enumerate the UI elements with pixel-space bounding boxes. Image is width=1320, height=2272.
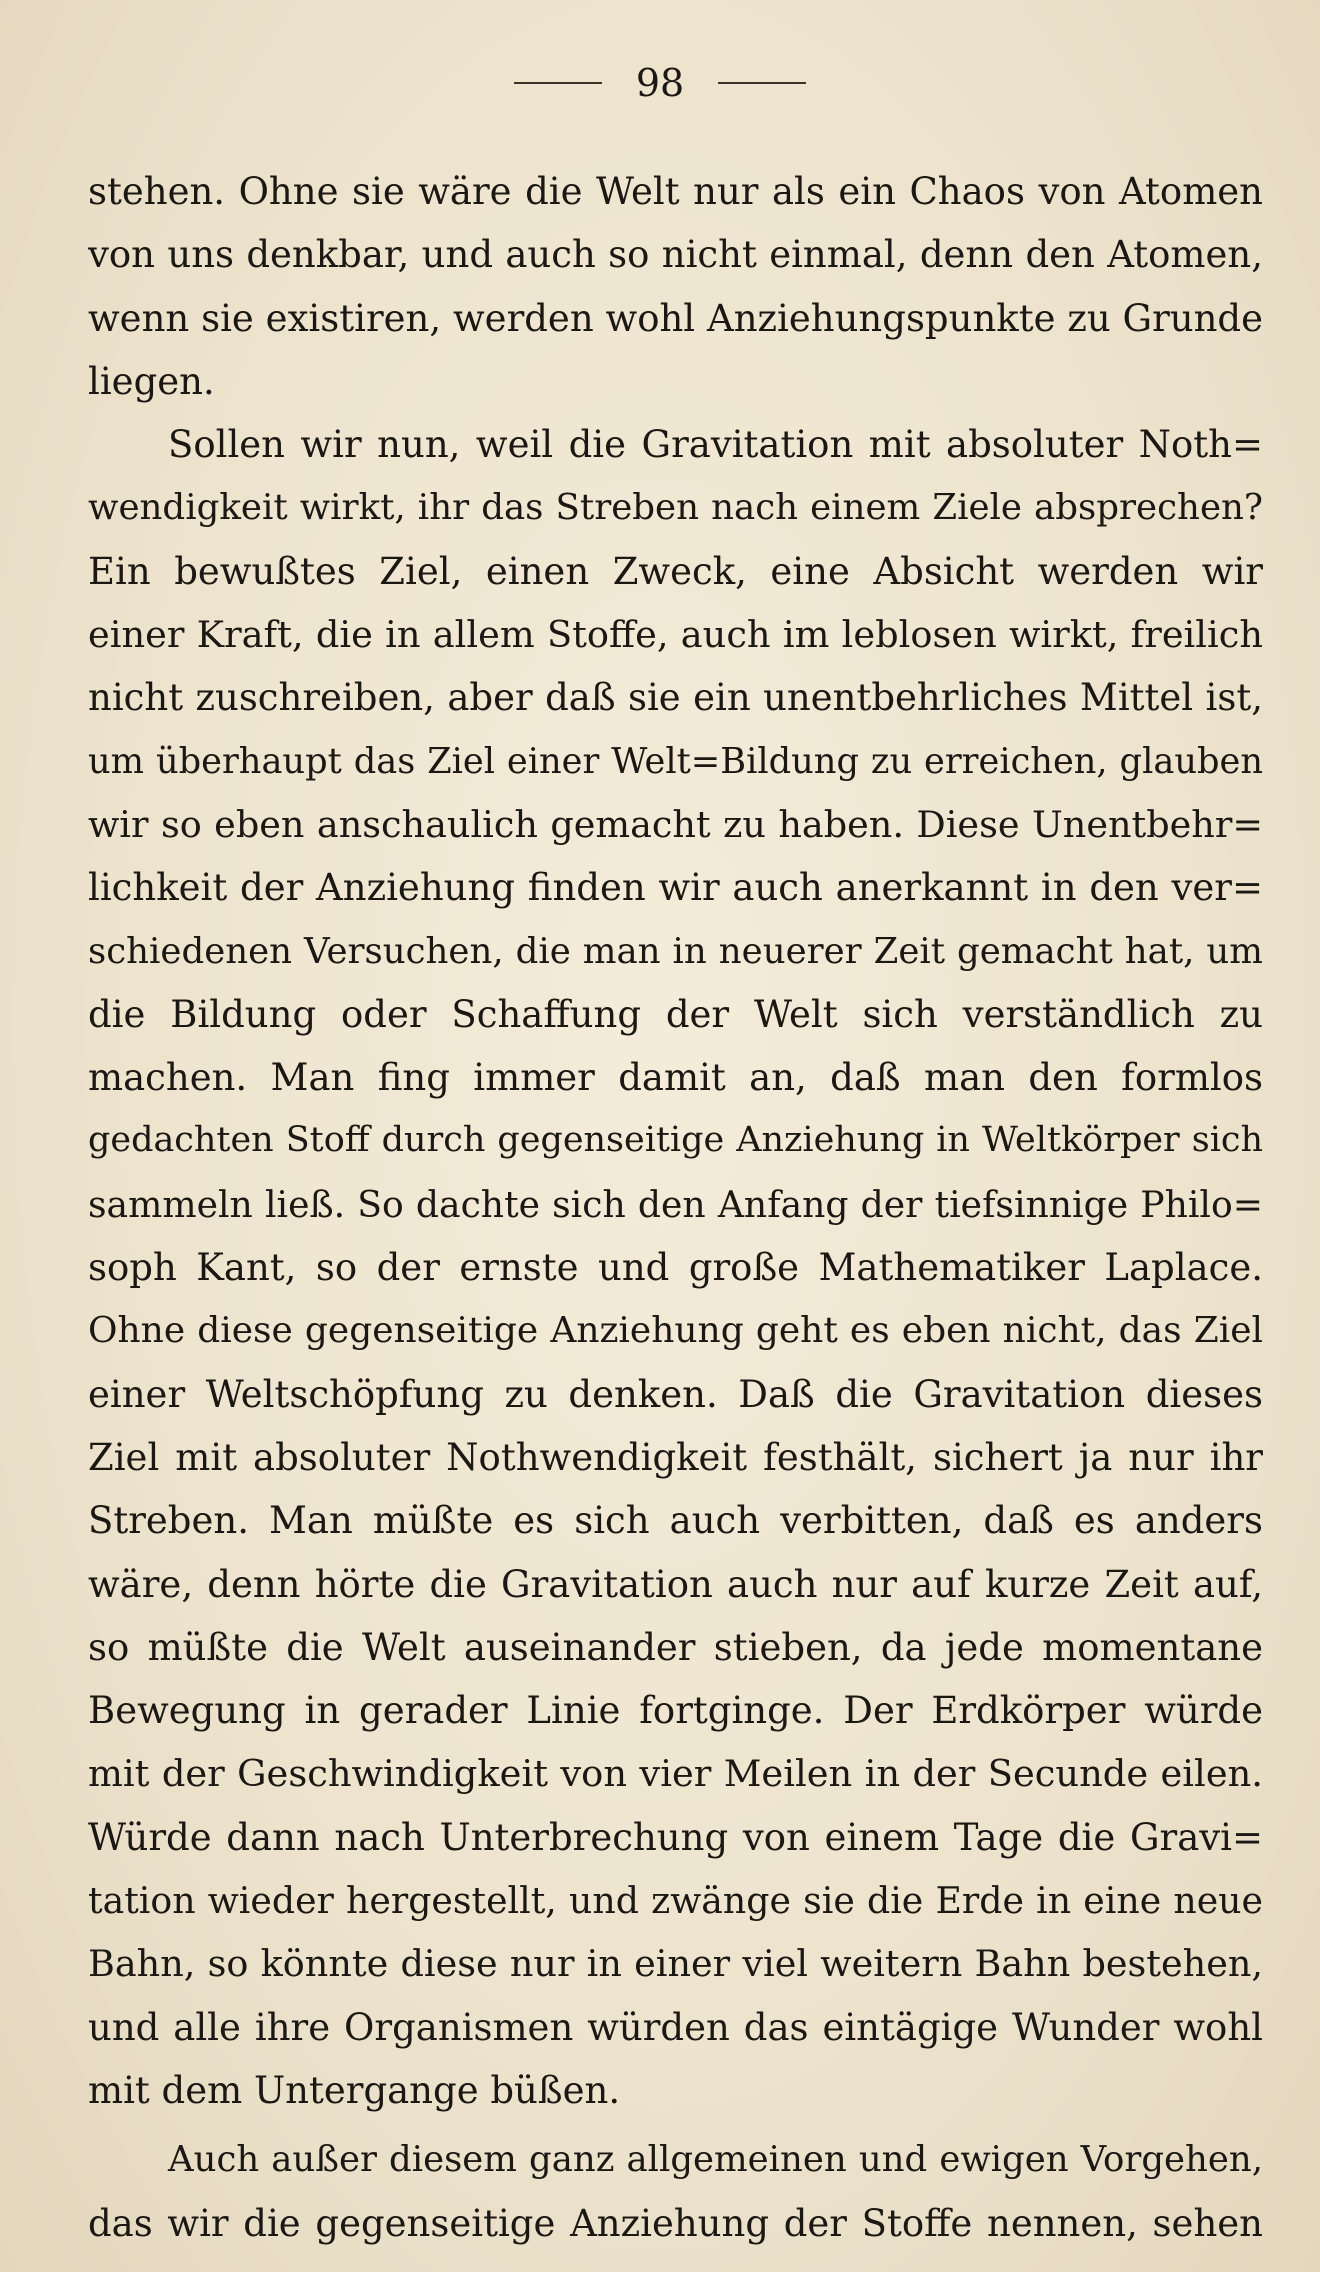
text-line: und alle ihre Organismen würden das eintägige Wunder wohl: [88, 2005, 1263, 2049]
page-number: 98: [635, 61, 685, 105]
text-line: Sollen wir nun, weil die Gravitation mit absoluter Noth=: [168, 423, 1263, 467]
text-line: von uns denkbar, und auch so nicht einmal, denn den Atomen,: [88, 233, 1263, 277]
text-line: soph Kant, so der ernste und große Mathematiker Laplace.: [88, 1246, 1263, 1290]
text-line: Ein bewußtes Ziel, einen Zweck, eine Absicht werden wir: [88, 549, 1263, 593]
text-line: Bahn, so könnte diese nur in einer viel weitern Bahn bestehen,: [88, 1942, 1263, 1986]
text-line: stehen. Ohne sie wäre die Welt nur als ein Chaos von Atomen: [88, 170, 1263, 213]
text-line: das wir die gegenseitige Anziehung der Stoffe nennen, sehen: [88, 2201, 1263, 2245]
header-rule-left: [514, 82, 602, 84]
text-line: einer Kraft, die in allem Stoffe, auch im leblosen wirkt, freilich: [88, 613, 1263, 657]
text-line: Bewegung in gerader Linie fortginge. Der Erdkörper würde: [88, 1689, 1263, 1733]
text-line: liegen.: [88, 359, 215, 403]
text-line: tation wieder hergestellt, und zwänge sie die Erde in eine neue: [88, 1879, 1263, 1923]
text-line: wendigkeit wirkt, ihr das Streben nach einem Ziele absprechen?: [88, 487, 1263, 529]
text-line: Streben. Man müßte es sich auch verbitten, daß es anders: [88, 1499, 1263, 1543]
text-line: mit dem Untergange büßen.: [88, 2068, 621, 2112]
text-line: so müßte die Welt auseinander stieben, da jede momentane: [88, 1625, 1263, 1669]
text-line: lichkeit der Anziehung finden wir auch anerkannt in den ver=: [88, 866, 1263, 910]
text-line: wäre, denn hörte die Gravitation auch nur auf kurze Zeit auf,: [88, 1562, 1263, 1606]
text-line: einer Weltschöpfung zu denken. Daß die Gravitation dieses: [88, 1372, 1263, 1416]
page-header: [0, 58, 1320, 108]
paragraph-3: [88, 2128, 1263, 2255]
text-line: mit der Geschwindigkeit von vier Meilen in der Secunde eilen.: [88, 1752, 1263, 1796]
text-line: sammeln ließ. So dachte sich den Anfang der tiefsinnige Philo=: [88, 1182, 1263, 1226]
text-line: gedachten Stoff durch gegenseitige Anziehung in Weltkörper sich: [88, 1120, 1263, 1161]
text-line: schiedenen Versuchen, die man in neuerer Zeit gemacht hat, um: [88, 930, 1263, 972]
paragraph-2: [88, 413, 1263, 2122]
text-line: wenn sie existiren, werden wohl Anziehungspunkte zu Grunde: [88, 296, 1263, 340]
text-line: nicht zuschreiben, aber daß sie ein unentbehrliches Mittel ist,: [88, 676, 1263, 720]
text-line: wir so eben anschaulich gemacht zu haben. Diese Unentbehr=: [88, 802, 1263, 846]
text-line: Ohne diese gegenseitige Anziehung geht es eben nicht, das Ziel: [88, 1310, 1263, 1352]
text-line: machen. Man fing immer damit an, daß man den formlos: [88, 1056, 1263, 1100]
text-line: Würde dann nach Unterbrechung von einem Tage die Gravi=: [88, 1815, 1263, 1859]
text-line: um überhaupt das Ziel einer Welt=Bildung zu erreichen, glauben: [88, 740, 1263, 782]
text-line: Auch außer diesem ganz allgemeinen und ewigen Vorgehen,: [168, 2139, 1263, 2181]
text-line: die Bildung oder Schaffung der Welt sich verständlich zu: [88, 992, 1263, 1036]
text-line: Ziel mit absoluter Nothwendigkeit festhält, sichert ja nur ihr: [88, 1435, 1263, 1479]
header-rule-right: [718, 82, 806, 84]
body-text: [88, 160, 1263, 2255]
paragraph-1: [88, 160, 1263, 413]
